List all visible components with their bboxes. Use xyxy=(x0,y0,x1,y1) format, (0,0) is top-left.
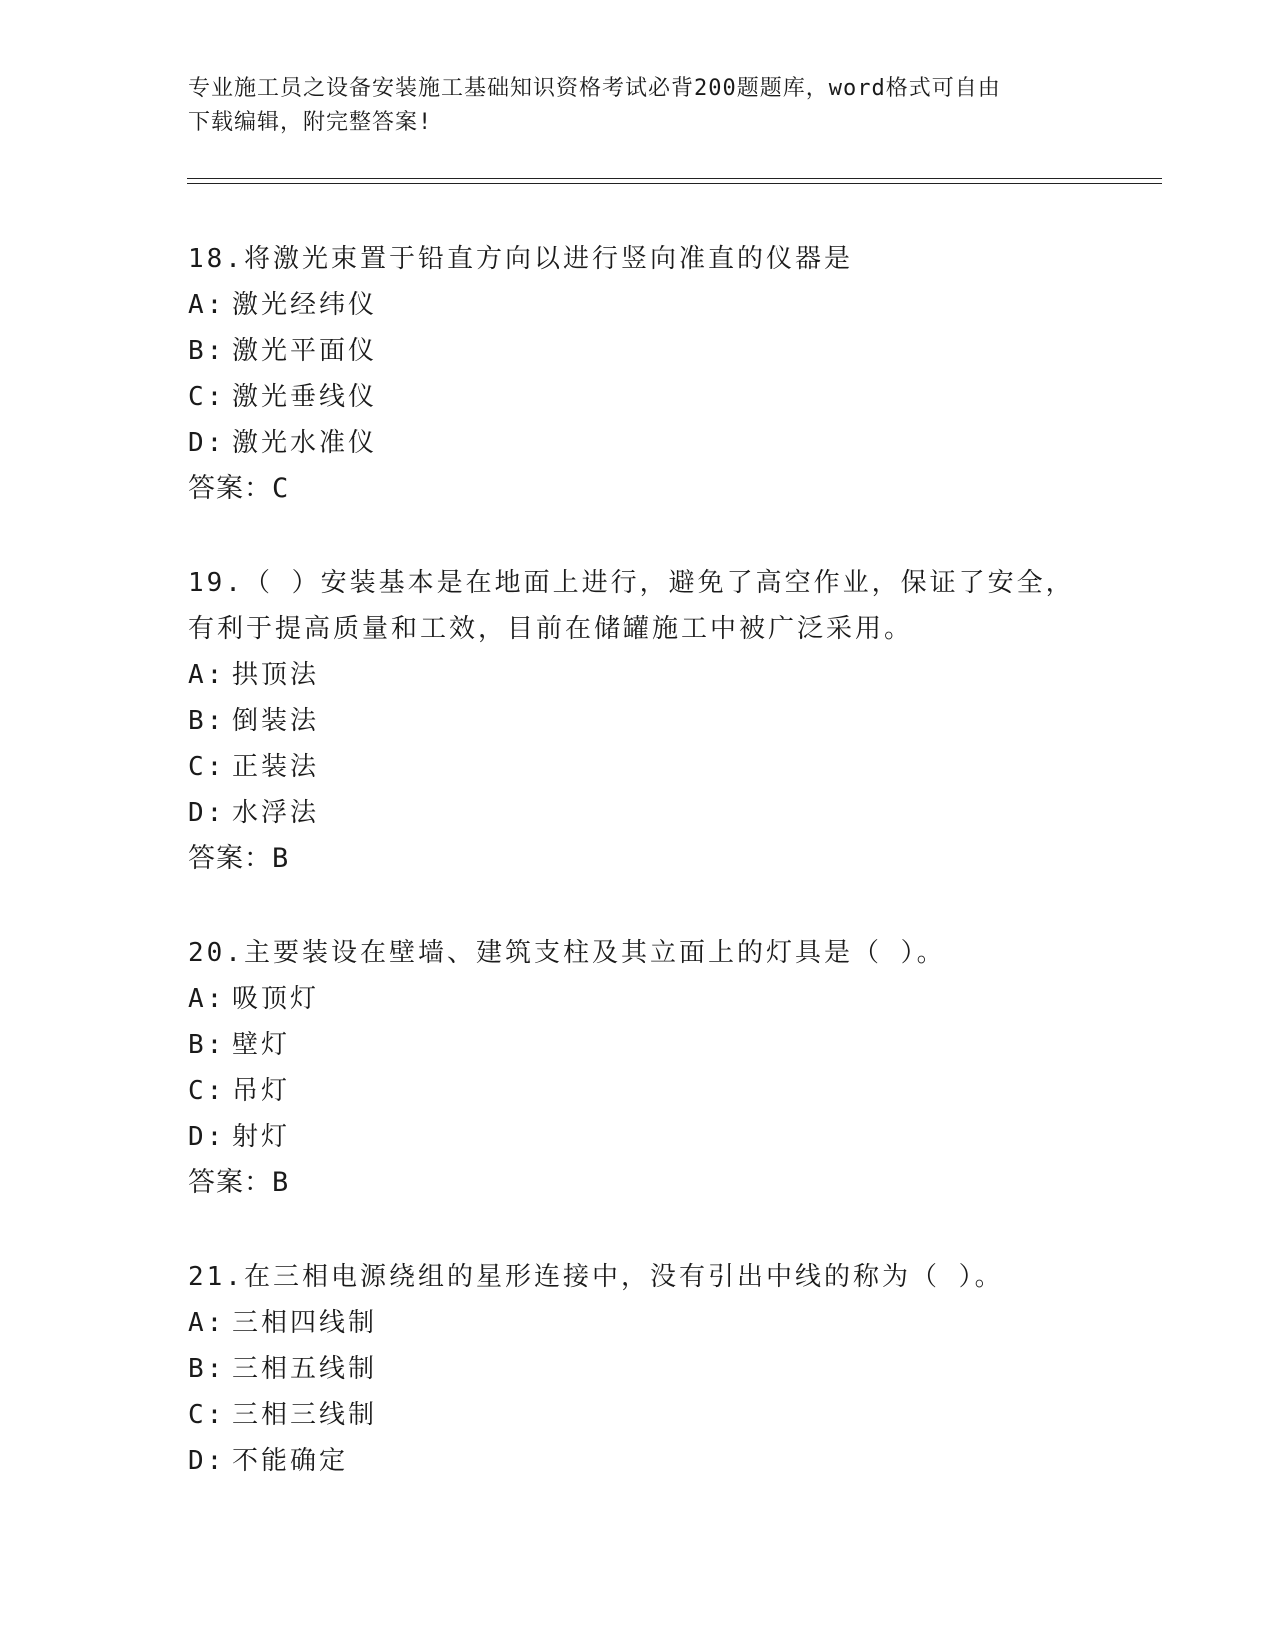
option-a xyxy=(188,976,1138,1022)
option-text: 激光经纬仪 xyxy=(232,290,378,320)
option-d xyxy=(188,1114,1138,1160)
option-c xyxy=(188,1068,1138,1114)
option-a xyxy=(188,652,1138,698)
option-label: A: xyxy=(188,290,226,320)
option-label: D: xyxy=(188,798,226,828)
option-label: D: xyxy=(188,1446,226,1476)
option-text: 倒装法 xyxy=(232,706,320,736)
answer: 答案：C xyxy=(188,473,290,504)
question-list xyxy=(188,236,1138,1532)
option-text: 三相四线制 xyxy=(232,1308,378,1338)
option-text: 激光平面仪 xyxy=(232,336,378,366)
option-a xyxy=(188,1300,1138,1346)
header-divider-bottom xyxy=(187,183,1162,184)
option-text: 吸顶灯 xyxy=(232,984,320,1014)
option-text: 壁灯 xyxy=(232,1030,291,1060)
option-label: A: xyxy=(188,1308,226,1338)
question-21 xyxy=(188,1254,1138,1484)
option-label: C: xyxy=(188,382,226,412)
option-label: C: xyxy=(188,1076,226,1106)
header-line-1: 专业施工员之设备安装施工基础知识资格考试必背200题题库，word格式可自由 xyxy=(188,76,1001,101)
option-text: 拱顶法 xyxy=(232,660,320,690)
question-stem: 20.主要装设在壁墙、建筑支柱及其立面上的灯具是（ ）。 xyxy=(188,938,946,968)
option-text: 激光垂线仪 xyxy=(232,382,378,412)
option-b xyxy=(188,698,1138,744)
question-stem: 18.将激光束置于铅直方向以进行竖向准直的仪器是 xyxy=(188,244,853,274)
option-label: A: xyxy=(188,984,226,1014)
document-header xyxy=(188,72,1088,140)
option-text: 激光水准仪 xyxy=(232,428,378,458)
option-d xyxy=(188,420,1138,466)
question-stem-continued: 有利于提高质量和工效，目前在储罐施工中被广泛采用。 xyxy=(188,614,914,644)
option-label: A: xyxy=(188,660,226,690)
header-divider-top xyxy=(187,178,1162,179)
question-19 xyxy=(188,560,1138,882)
question-stem: 19.（ ）安装基本是在地面上进行，避免了高空作业，保证了安全， xyxy=(188,568,1075,598)
question-stem: 21.在三相电源绕组的星形连接中，没有引出中线的称为（ ）。 xyxy=(188,1262,1004,1292)
option-text: 射灯 xyxy=(232,1122,291,1152)
option-d xyxy=(188,1438,1138,1484)
option-label: B: xyxy=(188,1354,226,1384)
option-c xyxy=(188,1392,1138,1438)
option-text: 三相三线制 xyxy=(232,1400,378,1430)
option-label: B: xyxy=(188,336,226,366)
header-line-2: 下载编辑，附完整答案! xyxy=(188,110,433,135)
option-label: B: xyxy=(188,1030,226,1060)
question-20 xyxy=(188,930,1138,1206)
option-text: 吊灯 xyxy=(232,1076,291,1106)
option-c xyxy=(188,744,1138,790)
option-d xyxy=(188,790,1138,836)
option-a xyxy=(188,282,1138,328)
option-c xyxy=(188,374,1138,420)
option-text: 三相五线制 xyxy=(232,1354,378,1384)
option-text: 不能确定 xyxy=(232,1446,349,1476)
option-label: B: xyxy=(188,706,226,736)
question-18 xyxy=(188,236,1138,512)
answer: 答案：B xyxy=(188,843,290,874)
option-label: C: xyxy=(188,1400,226,1430)
option-text: 正装法 xyxy=(232,752,320,782)
option-b xyxy=(188,328,1138,374)
option-label: C: xyxy=(188,752,226,782)
option-b xyxy=(188,1346,1138,1392)
option-label: D: xyxy=(188,1122,226,1152)
option-label: D: xyxy=(188,428,226,458)
option-text: 水浮法 xyxy=(232,798,320,828)
answer: 答案：B xyxy=(188,1167,290,1198)
option-b xyxy=(188,1022,1138,1068)
